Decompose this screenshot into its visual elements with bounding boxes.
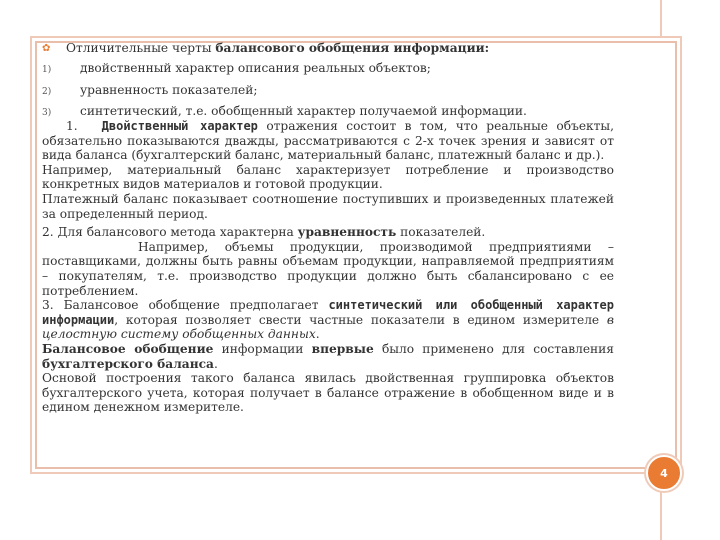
diamond-bullet-icon: ✿ [42, 43, 51, 54]
paragraph-dual-character: 1. Двойственный характер отражения состоит в том, что реальные объекты, обязательно показываются дважды, рассматриваются с 2-х точек зрения и зависят от вида баланса (бухгалтерский баланс, материальный баланс, платежный баланс и др.). [42, 119, 614, 163]
paragraph-equality: 2. Для балансового метода характерна уравненность показателей. [42, 225, 486, 240]
paragraph-payment-balance: Платежный баланс показывает соотношение поступивших и произведенных платежей за определенный период. [42, 191, 614, 221]
intro-title: Отличительные черты балансового обобщения информации: [66, 41, 490, 55]
page-number-badge: 4 [646, 455, 682, 491]
slide-content [42, 41, 614, 415]
paragraph-synthetic: 3. Балансовое обобщение предполагает синтетический или обобщенный характер информации, которая позволяет свести частные показатели в едином измерителе в целостную систему обобщенных данных. [42, 298, 615, 342]
paragraph-material-balance: Например, материальный баланс характеризует потребление и производство конкретных видов материалов и готовой продукции. [42, 162, 614, 192]
paragraph-basis: Основой построения такого баланса явилась двойственная группировка объектов бухгалтерского учета, которая получает в балансе отражение в обобщенном виде и в едином денежном измерителе. [42, 371, 614, 415]
paragraph-example-suppliers: Например, объемы продукции, производимой предприятиями – поставщиками, должны быть равны объемам продукции, направляемой предприятиям – покупателям, т.е. производство продукции должно быть сбалансировано с ее потреблением. [42, 239, 614, 298]
paragraph-first-applied: Балансовое обобщение информации впервые было применено для составления бухгалтерского баланса. [42, 341, 614, 371]
decor-line-top [660, 0, 662, 36]
intro-list: ✿ Отличительные черты балансового обобщения информации: 1) двойственный характер описания реальных объектов; 2) уравненность показателей; 3) синтетический, т.е. обобщенный характер получаемой информации. [42, 41, 527, 118]
